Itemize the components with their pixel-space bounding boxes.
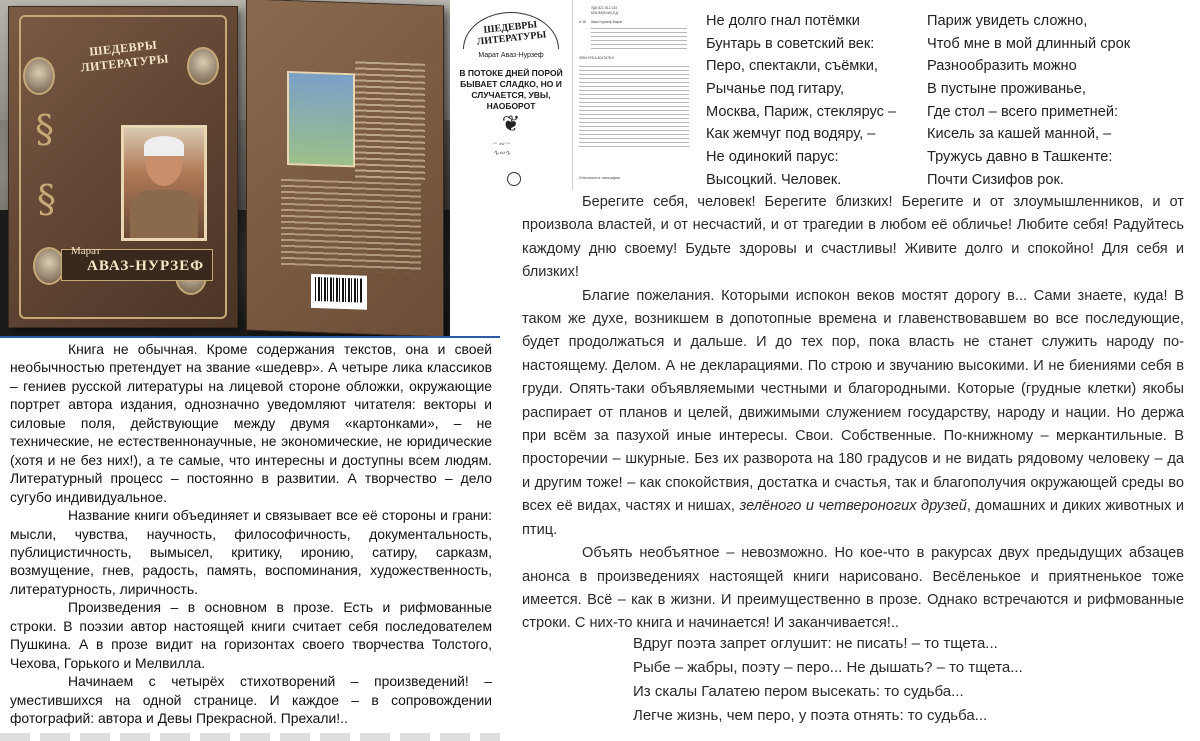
scroll-ornament-icon: § [37,177,56,221]
poem-line: Рычанье под гитару, [706,81,844,98]
book-back-cover [246,0,444,336]
book-description-text [10,340,492,728]
mini-title-page [455,0,567,190]
poem-line: Легче жизнь, чем перо, у поэта отнять: то судьба... [633,707,988,724]
back-cover-picture [287,71,355,167]
paragraph-wishes: Берегите себя, человек! Берегите близких! Берегите и от злоумышленников, и от произвола властей, и от несчастий, и от трагедии в любом её обличье! Любите себя! Радуйтесь каждому дню своему! Будьте здоровы и счастливы! Живите долго и спокойно! Для себя и близких! [522,194,1184,281]
poem-line: Высоцкий. Человек. [706,171,842,188]
poem-line: Бунтарь в советский век: [706,35,875,52]
divider-rule [0,336,500,338]
poem-line: Из скалы Галатею пером высекать: то судьба... [633,683,964,700]
cover-author-last-name: АВАЗ-НУРЗЕФ [87,258,205,274]
imprint-isbn: ISBN 978-5-6047678-5 [579,56,614,60]
ruler-strip [0,733,500,741]
paragraph-four-poems: Начинаем с четырёх стихотворений – произведений! – уместившихся на одной странице. И каждое – в сопровождении фотографий: автора и Девы Прекрасной. Прехали!.. [10,673,492,727]
imprint-text-block [579,66,689,148]
classic-portrait-top-left [23,57,55,95]
classic-portrait-top-right [187,47,219,85]
poem-line: Как жемчуг под водяру, – [706,126,876,143]
mini-author-name: Марат Аваз-Нурзеф [478,52,544,59]
flourish-ornament-icon: ❦ [501,112,521,137]
mini-signature: ~ ∾ ~ ∿∾∿ [493,140,511,157]
poem-line: Рыбе – жабры, поэту – перо... Не дышать? – то тщета... [633,659,1023,676]
poem-line: Разнообразить можно [927,58,1077,75]
poem-line: Где стол – всего приметней: [927,103,1119,120]
paragraph-italic-text: зелёного и четвероногих друзей [739,498,967,515]
poem-line: Тружусь давно в Ташкенте: [927,149,1113,166]
poem-left [706,10,896,192]
back-cover-text-block [355,61,425,183]
poem-line: В пустыне проживанье, [927,81,1086,98]
book-front-cover [8,6,238,328]
portrait-hair [144,136,184,156]
poem-line: Перо, спектакли, съёмки, [706,58,878,75]
cover-author-first-name: Марат [71,245,101,257]
poem-line: Кисель за кашей манной, – [927,126,1112,143]
imprint-footer: Отпечатано в типографии [579,176,620,180]
paragraph-title-meaning: Название книги объединяет и связывает все её стороны и грани: мысли, чувства, научность, философичность, документальность, публицистичность, вымысел, критику, иронию, сатиру, сарказм, возмущение, гнев, радость, память, воспоминания, художественность, литературность, лиричность. [10,507,492,597]
book-photo [0,0,450,336]
imprint-udk: УДК 821.512.133 [591,6,618,10]
portrait-suit [130,190,198,238]
poem-line: Париж увидеть сложно, [927,13,1088,29]
paragraph-text: Благие пожелания. Которыми испокон веков мостят дорогу в... Сами знаете, куда! В таком же духе, возникшем в допотопные времена и главенствовавшем во все последующие, будет продолжаться и дальше. И до тех пор, пока власть не станет служить народу по-настоящему. Делом. А не декларациями. По строю и звучанию высокими. И не биениями себя в груди. Опять-таки объявляемыми честными и благородными. Которые (грудные клетки) якобы распирает от планов и целей, движимыми служением государству, народу и нации. Но держа при всём за пазухой иные интересы. Свои. Собственные. По-книжному – меркантильные. В просторечии – шкурные. Без их разворота на 180 градусов и не видать рядовому человеку – да и другим тоже! – как спокойствия, достатка и счастья, так и благополучия окружающей среды во всех её видах, частях и нишах, [522,287,1184,515]
paragraph-embrace: Объять необъятное – невозможно. Но кое-что в ракурсах двух предыдущих абзацев анонса в произведениях настоящей книги нарисовано. Весёленькое и приятненькое тоже имеется. Всё – как в жизни. И преимущественно в прозе. Однако встречаются и рифмованные строки. С них-то книга и начинается! И заканчивается!.. [522,545,1184,632]
poem-line: Не долго гнал потёмки [706,13,860,29]
poem-right [927,10,1130,192]
publisher-logo-icon [507,172,521,186]
paragraph-prose-poetry: Произведения – в основном в прозе. Есть и рифмованные строки. В поэзии автор настоящей книги считает себя последователем Пушкина. А в прозе видит на горизонтах своего творчества Толстого, Чехова, Горького и Мелвилла. [10,599,492,671]
mini-imprint-page [572,0,697,190]
mini-series-title: ШЕДЕВРЫ ЛИТЕРАТУРЫ [476,19,547,48]
final-poem [633,632,1023,728]
poem-line: Не одинокий парус: [706,149,839,166]
poem-line: Почти Сизифов рок. [927,171,1064,188]
imprint-text-block [591,28,687,50]
poem-line: Чтоб мне в мой длинный срок [927,35,1131,52]
back-cover-text-block [281,179,421,274]
paragraph-unusual-book: Книга не обычная. Кроме содержания текстов, она и своей необычностью претендует на звание «шедевр». А четыре лика классиков – гениев русской литературы на лицевой стороне обложки, окружающие портрет автора издания, однозначно уведомляют читателя: векторы и силовые поля, действующие между двумя «картонками», – не технические, не естественнонаучные, не экономические, не юридические (хотя и не без них!), а те самые, что интересны и доступны всем людям. Литературный процесс – постоянно в развитии. А творчество – дело сугубо индивидуальное. [10,341,492,505]
paragraph-text: , домашних и диких животных и птиц. [522,498,1184,538]
author-portrait [121,125,207,241]
poem-line: Вдруг поэта запрет оглушит: не писать! – то тщета... [633,635,998,652]
paragraph-good-intentions [522,285,1184,542]
barcode-icon [311,274,367,310]
poem-line: Москва, Париж, стеклярус – [706,103,897,120]
annotation-text [522,191,1184,636]
cover-series-title: ШЕДЕВРЫ ЛИТЕРАТУРЫ [79,37,170,75]
imprint-name: Аваз-Нурзеф Марат [591,20,623,24]
imprint-bbk: ББК 84(5Узб)-5 Д [591,11,618,15]
scroll-ornament-icon: § [35,107,54,151]
mini-book-title: В ПОТОКЕ ДНЕЙ ПОРОЙ БЫВАЕТ СЛАДКО, НО И СЛУЧАЕТСЯ, УВЫ, НАОБОРОТ [459,68,563,111]
imprint-code: А 18 [579,20,586,24]
